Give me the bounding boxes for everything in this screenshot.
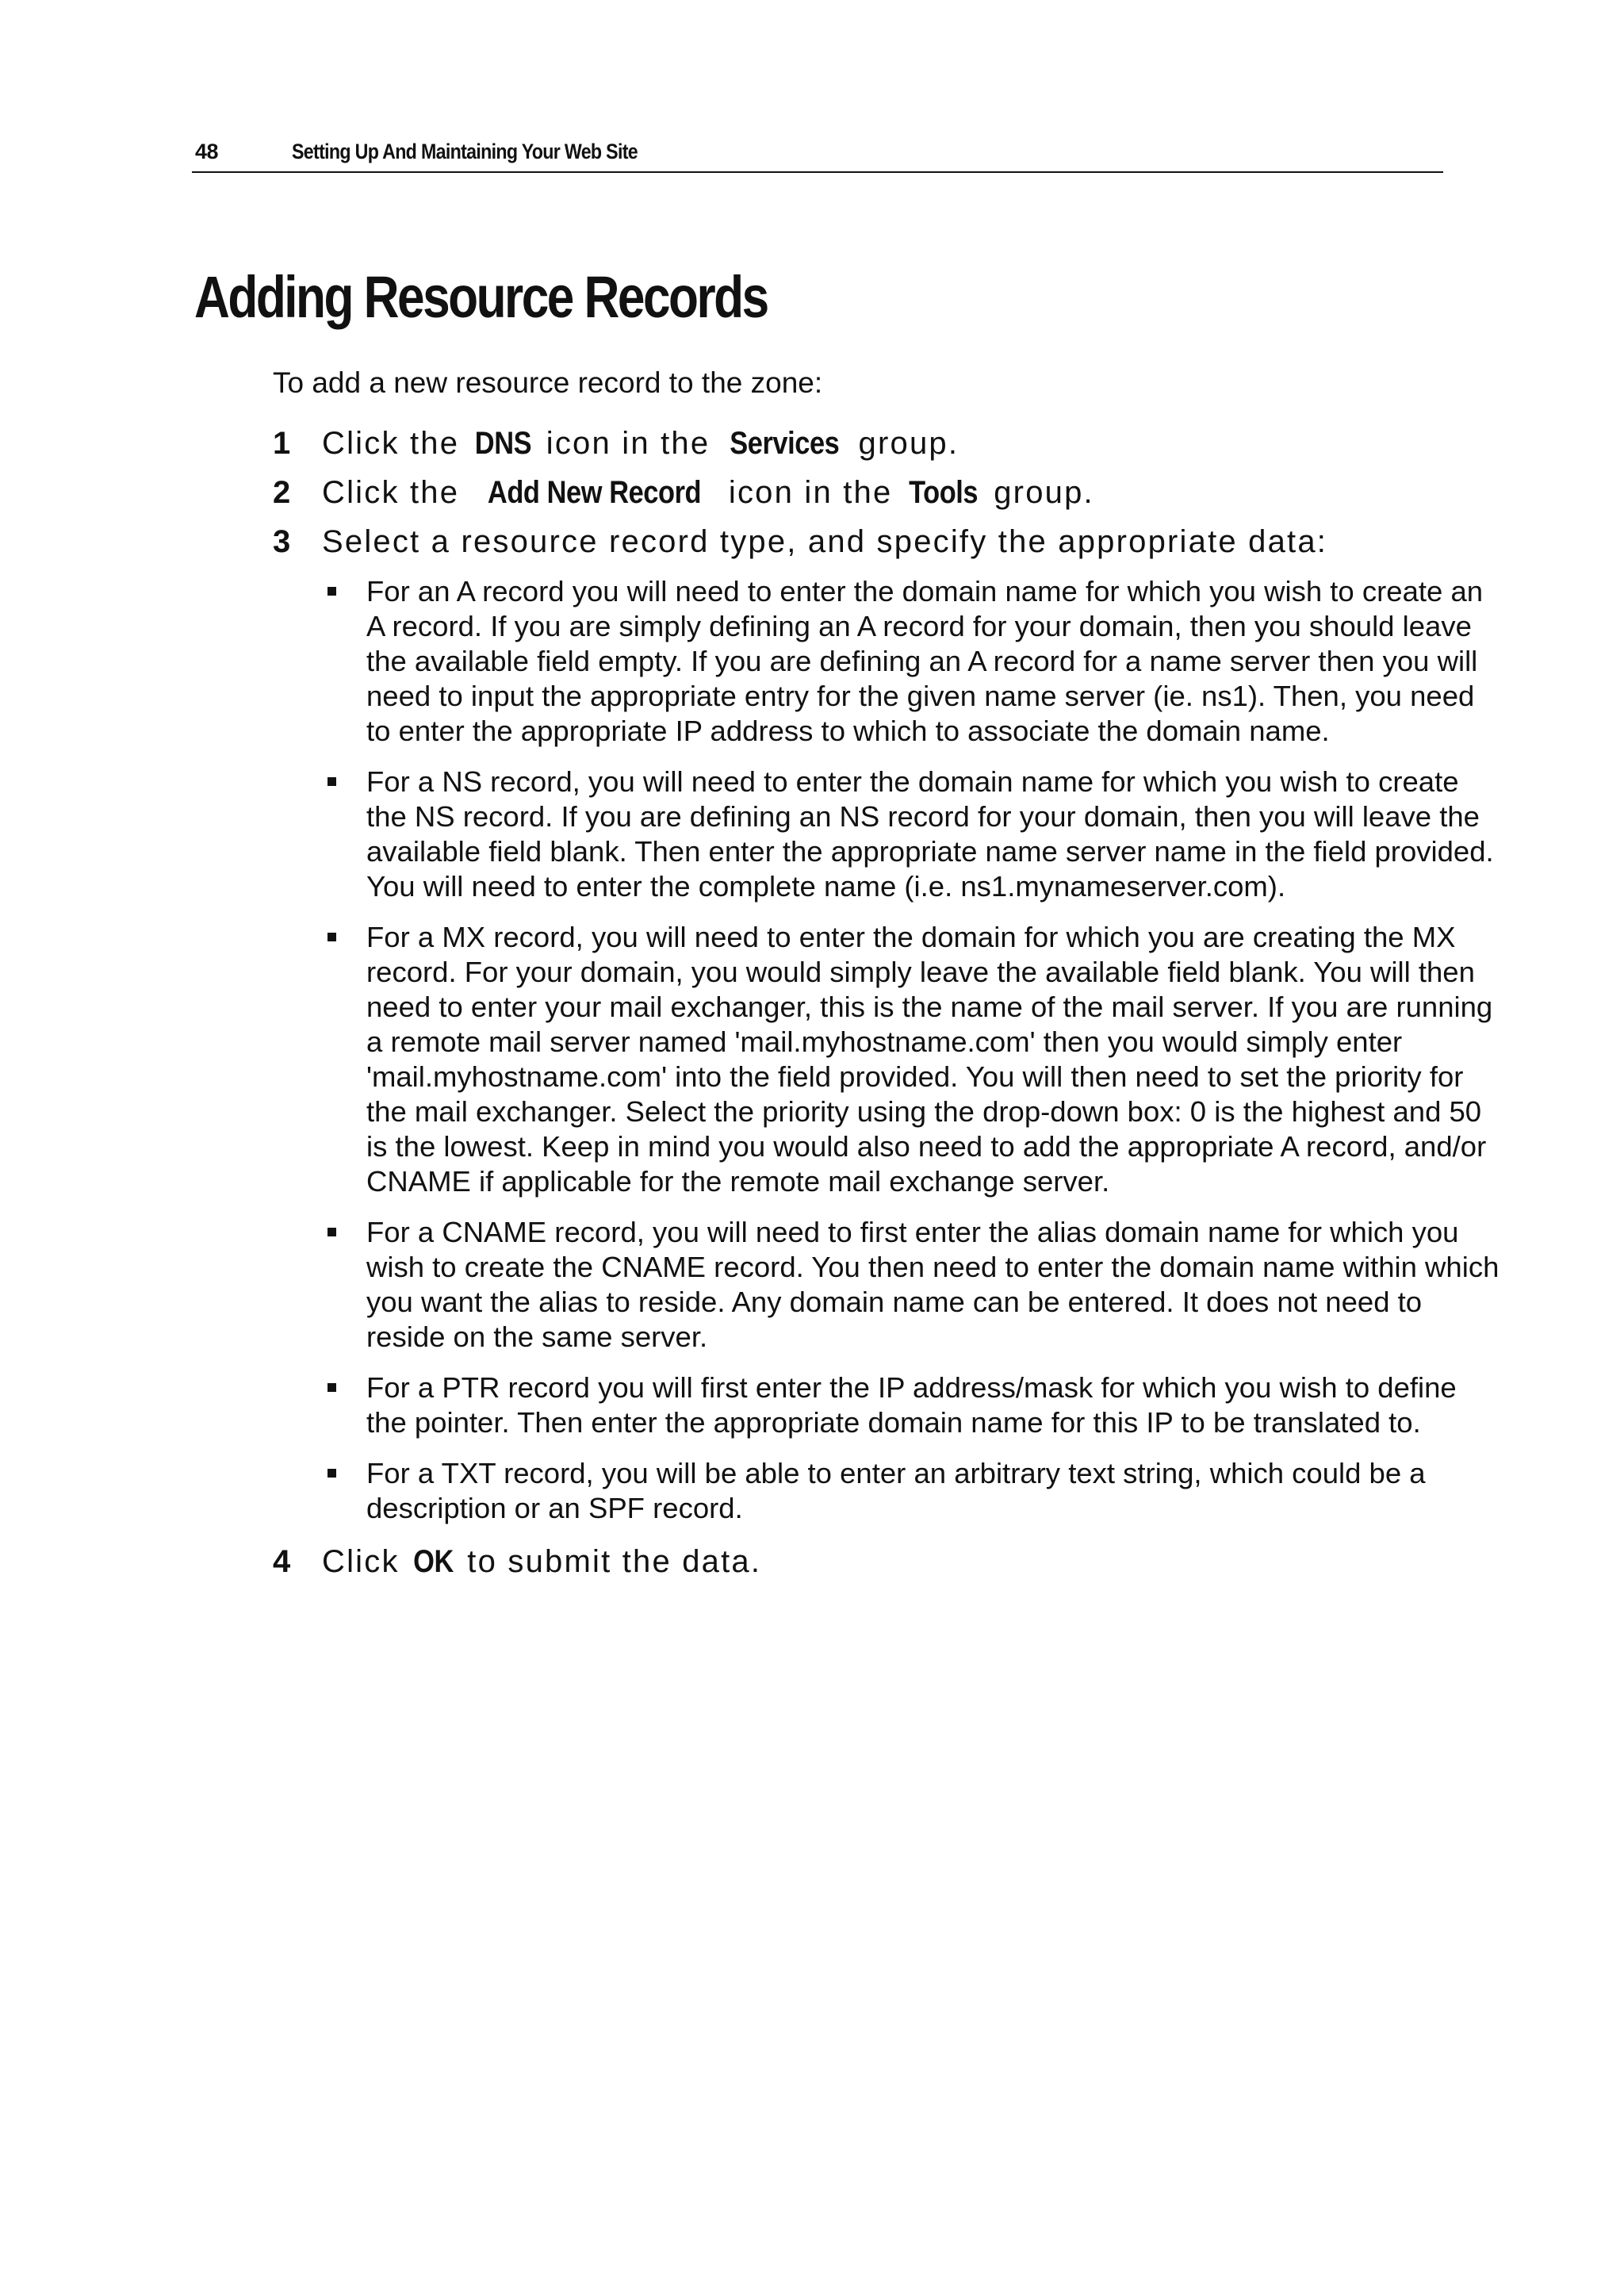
section-title: Adding Resource Records bbox=[194, 264, 768, 330]
step-2 bbox=[273, 468, 1446, 517]
ui-term-tools: Tools bbox=[908, 475, 978, 510]
step-number: 1 bbox=[273, 426, 291, 461]
running-header bbox=[192, 136, 1443, 173]
bullet-text: For a MX record, you will need to enter the domain for which you are creating the MX record. For your domain, you would simply leave the available field blank. You will then need to enter your mail exchanger, this is the name of the mail server. If you are running a remote mail server named 'mail.myhostname.com' then you would simply enter 'mail.myhostname.com' into the field provided. You will then need to set the priority for the mail exchanger. Select the priority using the drop-down box: 0 is the highest and 50 is the lowest. Keep in mind you would also need to add the appropriate A record, and/or CNAME if applicable for the remote mail exchange server. bbox=[366, 921, 1493, 1198]
step-text: to submit the data. bbox=[456, 1544, 762, 1579]
step-number: 3 bbox=[273, 524, 291, 559]
ui-term-services: Services bbox=[729, 426, 839, 461]
bullet-text: For a TXT record, you will be able to enter an arbitrary text string, which could be a description or an SPF record. bbox=[366, 1457, 1426, 1524]
bullet-text: For a PTR record you will first enter the IP address/mask for which you wish to define the pointer. Then enter the appropriate domain name for this IP to be translated to. bbox=[366, 1371, 1457, 1439]
step-text: icon in the bbox=[535, 426, 721, 461]
chapter-title: Setting Up And Maintaining Your Web Site bbox=[292, 140, 638, 163]
step-1 bbox=[273, 419, 1446, 468]
step-text: icon in the bbox=[718, 475, 903, 510]
step-text: Click bbox=[322, 1544, 410, 1579]
step-number: 2 bbox=[273, 475, 291, 510]
step-text: Click the bbox=[322, 426, 470, 461]
bullet-text: For an A record you will need to enter the domain name for which you wish to create an A record. If you are simply defining an A record for your domain, then you should leave the available field empty. If you are defining an A record for a name server then you will need to input the appropriate entry for the given name server (ie. ns1). Then, you need to enter the appropriate IP address to which to associate the domain name. bbox=[366, 575, 1484, 747]
bullet-txt-record bbox=[322, 1456, 1500, 1526]
bullet-square-icon bbox=[327, 587, 336, 596]
bullet-ns-record bbox=[322, 765, 1500, 904]
bullet-square-icon bbox=[327, 1228, 336, 1236]
step-4 bbox=[273, 1537, 1446, 1586]
bullet-ptr-record bbox=[322, 1370, 1500, 1440]
bullet-text: For a NS record, you will need to enter the domain name for which you wish to create the NS record. If you are defining an NS record for your domain, then you will leave the available field blank. Then enter the appropriate name server name in the field provided. You will need to enter the complete name (i.e. ns1.mynameserver.com). bbox=[366, 765, 1494, 903]
bullet-square-icon bbox=[327, 933, 336, 941]
bullet-square-icon bbox=[327, 1469, 336, 1478]
steps-list bbox=[273, 419, 1500, 1586]
step-3 bbox=[273, 517, 1500, 1526]
intro-text: To add a new resource record to the zone: bbox=[273, 366, 823, 399]
record-type-list bbox=[322, 574, 1500, 1526]
step-text: Click the bbox=[322, 475, 470, 510]
step-text: Select a resource record type, and specify the appropriate data: bbox=[322, 524, 1328, 559]
bullet-mx-record bbox=[322, 920, 1500, 1199]
ui-term-dns: DNS bbox=[474, 426, 531, 461]
step-number: 4 bbox=[273, 1544, 291, 1579]
bullet-a-record bbox=[322, 574, 1500, 749]
ui-term-add-new-record: Add New Record bbox=[487, 475, 701, 510]
step-text: group. bbox=[982, 475, 1094, 510]
page-number: 48 bbox=[195, 140, 219, 163]
bullet-text: For a CNAME record, you will need to first enter the alias domain name for which you wish to create the CNAME record. You then need to enter the domain name within which you want the alias to reside. Any domain name can be entered. It does not need to reside on the same server. bbox=[366, 1216, 1500, 1353]
bullet-square-icon bbox=[327, 1383, 336, 1392]
ui-term-ok: OK bbox=[413, 1544, 454, 1579]
step-text: group. bbox=[848, 426, 959, 461]
bullet-cname-record bbox=[322, 1215, 1500, 1355]
bullet-square-icon bbox=[327, 777, 336, 786]
